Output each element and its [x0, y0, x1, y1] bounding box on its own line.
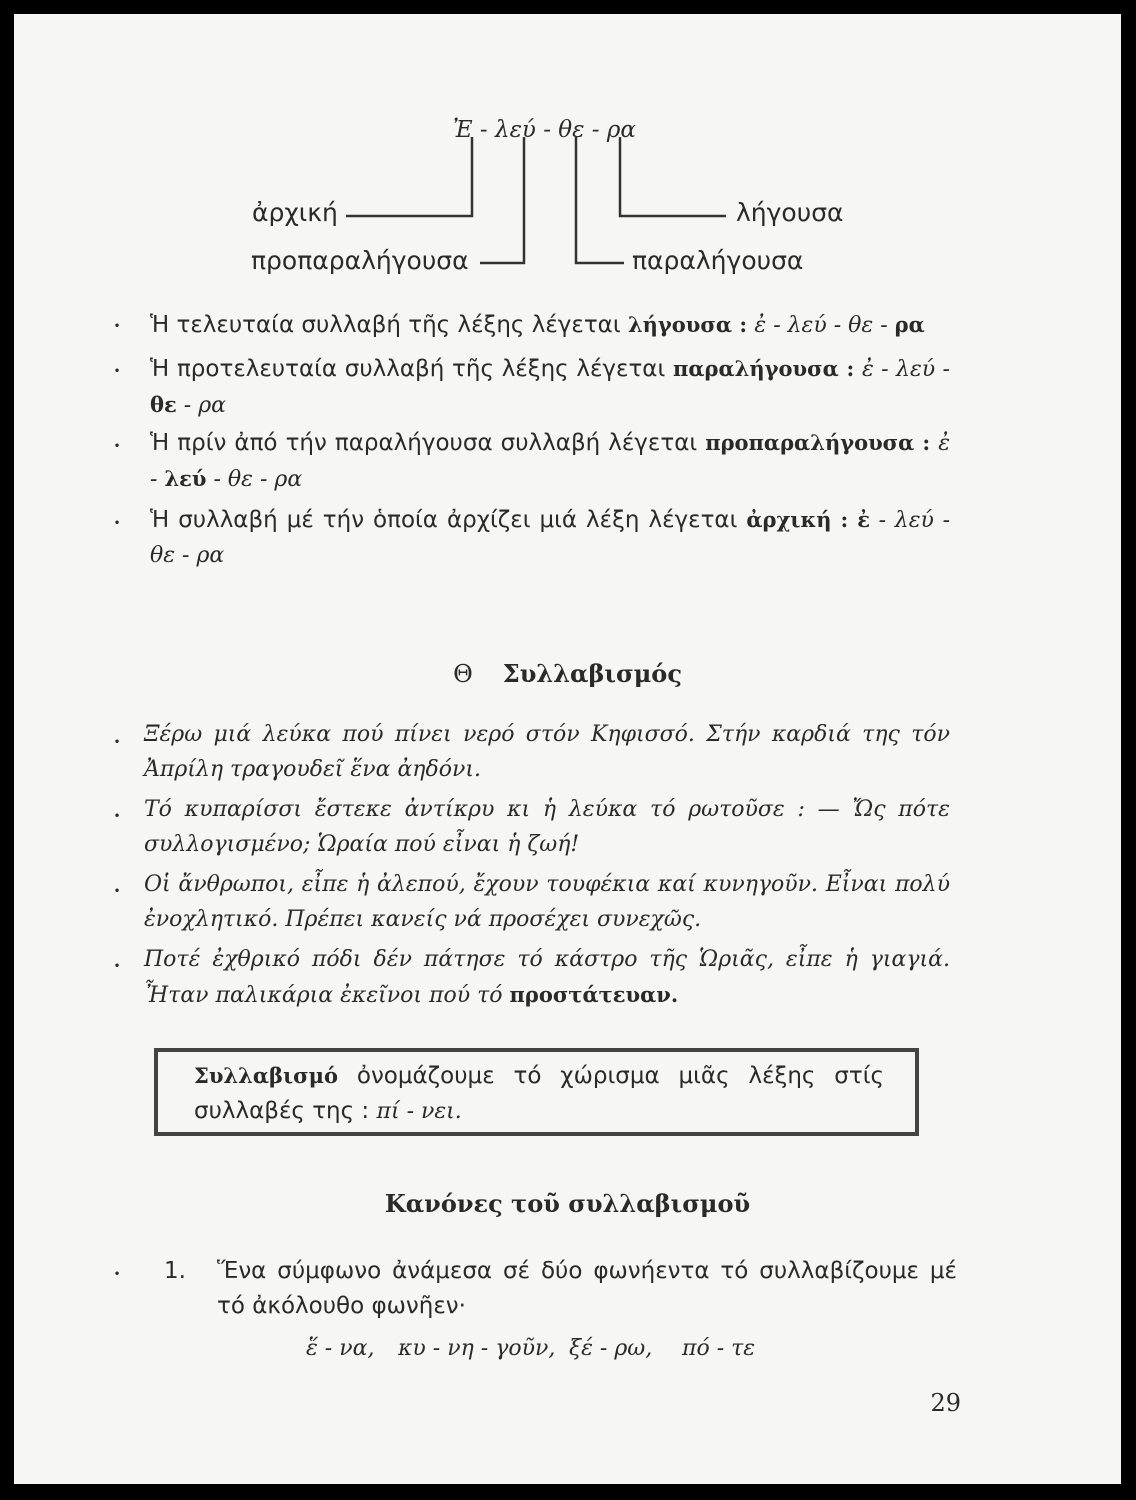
- label-lignousa: λήγουσα: [736, 198, 844, 227]
- bullet: •: [113, 884, 121, 898]
- bullet: •: [113, 319, 121, 333]
- highlighted-syllable: θε: [150, 392, 177, 417]
- section-heading: [14, 659, 1121, 688]
- book-page: [14, 14, 1121, 1484]
- syllable-text: - λεύ - θε - ρα: [150, 508, 950, 568]
- passage-item: Ποτέ ἐχθρικό πόδι δέν πάτησε τό κάστρο τῆς Ὡριᾶς, εἶπε ἡ γιαγιά. Ἦταν παλικάρια ἐκεῖνοι πού τό προστάτευαν.: [144, 947, 950, 1008]
- highlighted-syllable: ἐ: [857, 507, 870, 532]
- definition-item: Ἡ προτελευταία συλλαβή τῆς λέξης λέγεται παραλήγουσα : ἐ - λεύ - θε - ρα: [150, 356, 950, 418]
- rule-text: Ἕνα σύμφωνο ἀνάμεσα σέ δύο φωνήεντα τό συλλαβίζουμε μέ τό ἀκόλουθο φωνῆεν·: [217, 1258, 957, 1319]
- definition-box-example: πί - νει.: [376, 1099, 462, 1124]
- definition-term: προπαραλήγουσα :: [705, 430, 931, 455]
- label-paralignousa: παραλήγουσα: [632, 246, 804, 275]
- connector-paralignousa: [576, 137, 624, 263]
- rules-heading: Κανόνες τοῦ συλλαβισμοῦ: [384, 1189, 751, 1218]
- syllable-text: - θε - ρα: [206, 467, 303, 492]
- page-number: 29: [930, 1389, 961, 1417]
- label-archiki: ἀρχική: [252, 198, 338, 227]
- definition-box-term: Συλλαβισμό: [194, 1063, 338, 1088]
- definition-term: λήγουσα :: [627, 312, 748, 337]
- diagram-connector-lines: [14, 14, 1121, 314]
- syllable-text: ἐ - λεύ -: [861, 357, 950, 382]
- label-proparalignousa: προπαραλήγουσα: [251, 246, 469, 275]
- bullet: •: [113, 809, 121, 823]
- bullet: •: [113, 1267, 121, 1281]
- section-title: Συλλαβισμός: [502, 659, 682, 688]
- bold-word: προστάτευαν.: [509, 982, 679, 1007]
- connector-archiki: [346, 137, 472, 216]
- definition-box-text: Συλλαβισμό ὀνομάζουμε τό χώρισμα μιᾶς λέξης στίς συλλαβές της : πί - νει.: [194, 1063, 884, 1124]
- syllable-diagram: [14, 14, 1121, 314]
- definition-item: Ἡ πρίν ἀπό τήν παραλήγουσα συλλαβή λέγεται προπαραλήγουσα : ἐ - λεύ - θε - ρα: [150, 430, 951, 492]
- theta-icon: Θ: [453, 660, 473, 688]
- syllable-text: ἐ - λεύ - θε -: [754, 313, 895, 338]
- rule-number: 1.: [164, 1258, 186, 1284]
- bullet: •: [113, 516, 121, 530]
- rule-example: πό - τε: [682, 1336, 756, 1361]
- bullet: •: [113, 959, 121, 973]
- highlighted-syllable: ρα: [894, 312, 925, 337]
- bullet: •: [113, 439, 121, 453]
- definition-term: παραλήγουσα :: [673, 356, 855, 381]
- rule-example: ξέ - ρω,: [569, 1336, 653, 1361]
- definition-item: Ἡ συλλαβή μέ τήν ὁποία ἀρχίζει μιά λέξη λέγεται ἀρχική : ἐ - λεύ - θε - ρα: [150, 507, 950, 568]
- bullet: •: [113, 364, 121, 378]
- rule-example: ἕ - να,: [306, 1336, 375, 1361]
- passage-item: Ξέρω μιά λεύκα πού πίνει νερό στόν Κηφισσό. Στήν καρδιά της τόν Ἀπρίλη τραγουδεῖ ἕνα ἀηδόνι.: [144, 722, 950, 782]
- diagram-word: Ἐ - λεύ - θε - ρα: [453, 117, 636, 143]
- bullet: •: [113, 735, 121, 749]
- definition-term: ἀρχική :: [746, 507, 849, 532]
- syllable-text: ἐ -: [150, 431, 951, 492]
- connector-proparalignousa: [480, 137, 524, 263]
- syllable-text: - ρα: [176, 393, 226, 418]
- connector-lignousa: [620, 137, 726, 216]
- rule-example: κυ - νη - γοῦν,: [398, 1336, 556, 1361]
- highlighted-syllable: λεύ: [164, 466, 207, 491]
- definition-example: [754, 313, 924, 338]
- passage-item: Τό κυπαρίσσι ἔστεκε ἀντίκρυ κι ἡ λεύκα τό ρωτοῦσε : — Ὤς πότε συλλογισμένο; Ὡραία πού εἶναι ἡ ζωή!: [144, 797, 950, 857]
- passage-item: Οἱ ἄνθρωποι, εἶπε ἡ ἀλεπού, ἔχουν τουφέκια καί κυνηγοῦν. Εἶναι πολύ ἐνοχλητικό. Πρέπει κανείς νά προσέχει συνεχῶς.: [144, 872, 950, 932]
- definition-box: [154, 1048, 919, 1136]
- definition-item: Ἡ τελευταία συλλαβή τῆς λέξης λέγεται λήγουσα : ἐ - λεύ - θε - ρα: [150, 312, 925, 338]
